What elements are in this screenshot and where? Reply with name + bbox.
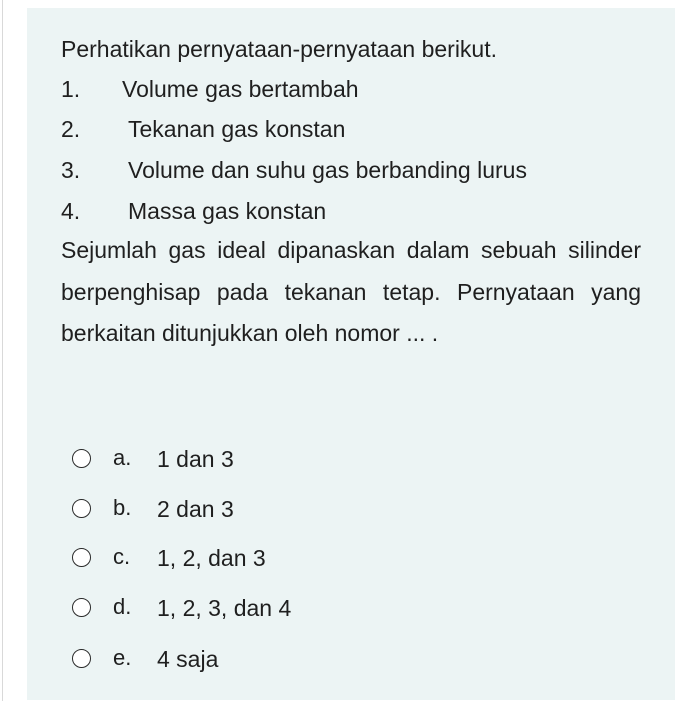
option-letter: b. (113, 495, 132, 520)
radio-circle-icon[interactable] (72, 649, 91, 668)
left-divider (2, 0, 3, 701)
option-text: 1, 2, 3, dan 4 (157, 595, 292, 621)
option-text: 1, 2, dan 3 (157, 545, 266, 571)
statement-number: 3. (61, 157, 81, 183)
option-text: 4 saja (157, 646, 219, 672)
option-letter: e. (113, 645, 132, 670)
statement-text: Volume gas bertambah (122, 76, 359, 102)
radio-circle-icon[interactable] (72, 499, 91, 518)
option-c[interactable] (72, 542, 392, 572)
statement-number: 2. (61, 116, 81, 142)
statement-2 (61, 114, 346, 144)
statement-number: 4. (61, 198, 81, 224)
statement-3 (61, 155, 527, 185)
option-letter: d. (113, 594, 132, 619)
question-prompt: Sejumlah gas ideal dipanaskan dalam sebuah silinder berpenghisap pada tekanan tetap. Pernyataan yang berkaitan ditunjukkan oleh nomor ... . (61, 237, 641, 346)
option-letter: c. (113, 544, 131, 569)
statement-text: Massa gas konstan (128, 198, 327, 224)
question-intro: Perhatikan pernyataan-pernyataan berikut. (61, 36, 498, 62)
statement-number: 1. (61, 76, 81, 102)
option-text: 2 dan 3 (157, 496, 234, 522)
option-text: 1 dan 3 (157, 446, 234, 472)
statement-text: Tekanan gas konstan (128, 116, 346, 142)
option-a[interactable] (72, 443, 392, 473)
statement-4 (61, 196, 327, 226)
option-letter: a. (113, 445, 132, 470)
radio-circle-icon[interactable] (72, 598, 91, 617)
option-e[interactable] (72, 643, 392, 673)
option-b[interactable] (72, 493, 392, 523)
statement-1 (61, 74, 359, 104)
option-d[interactable] (72, 592, 392, 622)
radio-circle-icon[interactable] (72, 548, 91, 567)
radio-circle-icon[interactable] (72, 449, 91, 468)
statement-text: Volume dan suhu gas berbanding lurus (128, 157, 527, 183)
